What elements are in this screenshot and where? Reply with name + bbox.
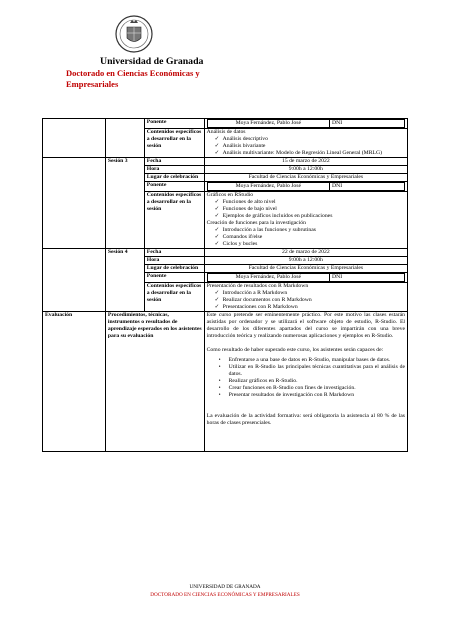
fecha-label: Fecha: [144, 158, 204, 166]
program-line-2: Empresariales: [66, 79, 119, 89]
evaluacion-sublabel: Procedimientos, técnicas, instrumentos o resultados de aprendizaje esperados en los asistentes para su evaluación: [105, 312, 204, 452]
session-4-label: Sesión 4: [105, 249, 144, 312]
list-item: ✓ Funciones de alto nivel: [223, 199, 405, 206]
table-row: [43, 119, 408, 129]
ponente-label: Ponente: [144, 119, 204, 129]
table-row: [43, 158, 408, 166]
list-item: ✓ Funciones de bajo nivel: [223, 206, 405, 213]
ponente-name: Moya Fernández, Pablo José: [207, 183, 329, 191]
list-item: ✓ Ejemplos de gráficos incluidos en publicaciones: [223, 213, 405, 220]
list-item: ✓ Presentaciones con R Markdown: [223, 304, 405, 311]
lugar-label: Lugar de celebración: [144, 265, 204, 273]
hora-label: Hora: [144, 257, 204, 265]
list-item: ✓ Análisis descriptivo: [223, 136, 405, 143]
ponente-name: Moya Fernández, Pablo José: [207, 120, 329, 128]
contents-label: Contenidos específicos a desarrollar en la sesión: [144, 192, 204, 249]
dni-label: DNI: [330, 274, 405, 282]
ponente-label: Ponente: [144, 182, 204, 192]
contents-label: Contenidos específicos a desarrollar en la sesión: [144, 129, 204, 158]
list-item: ✓ Comandos if/else: [223, 234, 405, 241]
ponente-name: Moya Fernández, Pablo José: [207, 274, 329, 282]
list-item: ✓ Introducción a las funciones y subrutinas: [223, 227, 405, 234]
evaluacion-paragraph: Como resultado de haber superado este curso, los asistentes serán capaces de:: [206, 347, 384, 353]
contents-list: [207, 136, 405, 157]
program-name: [66, 68, 236, 90]
session-time: 9:00h a 12:00h: [204, 257, 407, 265]
contents-label: Contenidos específicos a desarrollar en la sesión: [144, 283, 204, 312]
evaluacion-label: Evaluación: [43, 312, 106, 452]
session-place: Facultad de Ciencias Económicas y Empresariales: [204, 174, 407, 182]
program-line-1: Doctorado en Ciencias Económicas y: [66, 68, 200, 78]
outcomes-list: [207, 357, 405, 399]
contents-list: [207, 199, 405, 220]
university-seal-icon: [115, 14, 153, 54]
list-item: ✓ Análisis multivariante: Modelo de Regresión Lineal General (MRLG): [223, 150, 405, 157]
session-date: 15 de marzo de 2022: [204, 158, 407, 166]
list-item: • Utilizar en R-Studio las principales técnicas cuantitativas para el análisis de datos.: [229, 364, 405, 378]
list-item: • Enfrentarse a una base de datos en R-Studio, manipular bases de datos.: [229, 357, 405, 364]
evaluacion-paragraph: Este curso pretende ser eminentemente práctico. Por este motivo las clases estarán asistidas por ordenador y se utilizará el software objeto de estudio, R-Studio. El desarrollo de los diferentes apartados del curso se impartirán con una breve introducción teórica y realizando numerosas aplicaciones y ejemplos en R-Studio.: [206, 312, 405, 339]
list-item: ✓ Introducción a R Markdown: [223, 290, 405, 297]
list-item: • Realizar gráficos en R-Studio.: [229, 378, 405, 385]
dni-label: DNI: [330, 183, 405, 191]
contents-title: Gráficos en RStudio: [206, 192, 254, 198]
contents-title: Presentación de resultados con R Markdown: [206, 283, 309, 289]
list-item: • Presentar resultados de investigación con R Markdown: [229, 392, 405, 399]
table-row: [43, 249, 408, 257]
footer-program: DOCTORADO EN CIENCIAS ECONÓMICAS Y EMPRESARIALES: [150, 591, 300, 598]
session-time: 9:00h a 12:00h: [204, 166, 407, 174]
table-row: [43, 312, 408, 452]
fecha-label: Fecha: [144, 249, 204, 257]
course-table: [42, 118, 408, 452]
list-item: ✓ Realizar documentos con R Markdown: [223, 297, 405, 304]
evaluacion-paragraph: La evaluación de la actividad formativa: será obligatoria la asistencia al 80 % de las horas de clases presenciales.: [206, 413, 405, 426]
lugar-label: Lugar de celebración: [144, 174, 204, 182]
list-item: ✓ Análisis bivariante: [223, 143, 405, 150]
list-item: • Crear funciones en R-Studio con fines de investigación.: [229, 385, 405, 392]
dni-label: DNI: [330, 120, 405, 128]
contents-list: [207, 290, 405, 311]
university-name: Universidad de Granada: [100, 56, 204, 67]
contents-list: [207, 227, 405, 248]
ponente-label: Ponente: [144, 273, 204, 283]
session-3-label: Sesión 3: [105, 158, 144, 249]
list-item: ✓ Ciclos y bucles: [223, 241, 405, 248]
hora-label: Hora: [144, 166, 204, 174]
contents-title: Creación de funciones para la investigación: [206, 220, 306, 226]
contents-title: Análisis de datos: [206, 129, 246, 135]
page-footer: [0, 584, 450, 599]
session-place: Facultad de Ciencias Económicas y Empresariales: [204, 265, 407, 273]
footer-university: UNIVERSIDAD DE GRANADA: [189, 584, 261, 590]
session-date: 22 de marzo de 2022: [204, 249, 407, 257]
